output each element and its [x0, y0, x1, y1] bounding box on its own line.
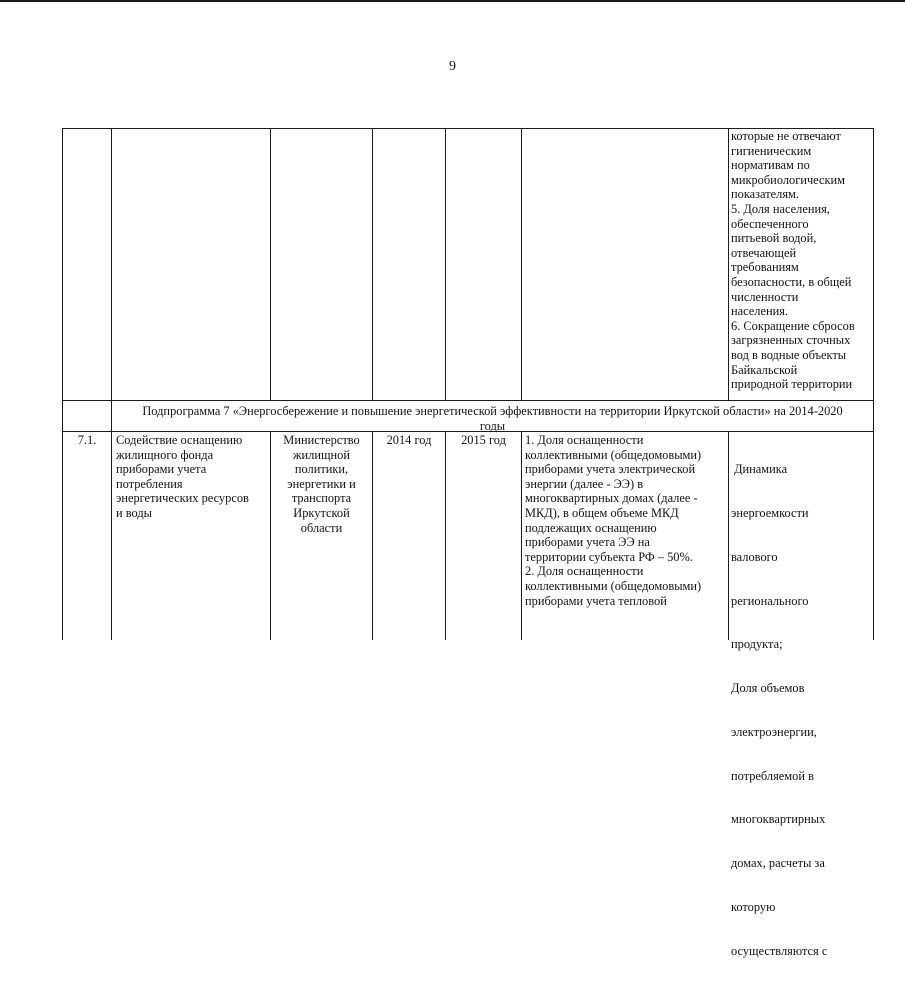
col-border-left: [62, 128, 63, 640]
row-number-cell: 7.1.: [77, 433, 97, 447]
subprogram-top-border: [62, 400, 874, 401]
col-border-5: [521, 128, 522, 400]
indicators-cell: Динамика энергоемкости валового регионального продукта; Доля объемов электроэнергии, потребляемой в многоквартирных домах, расчеты за которую осуществляются с: [731, 462, 828, 958]
end-year-cell: 2015 год: [461, 433, 506, 447]
col-border-6-lower: [728, 431, 729, 640]
col-border-5-lower: [521, 431, 522, 640]
page-top-edge: [0, 0, 905, 2]
measure-cell: Содействие оснащению жилищного фонда приборами учета потребления энергетических ресурсов и воды: [116, 433, 249, 520]
start-year-cell: 2014 год: [386, 433, 432, 447]
col-border-3-lower: [372, 431, 373, 640]
expected-results-cell: 1. Доля оснащенности коллективными (общедомовыми) приборами учета электрической энергии (далее - ЭЭ) в многоквартирных домах (далее - МКД), в общем объеме МКД подлежащих оснащению приборами учета ЭЭ на территории субъекта РФ – 50%. 2. Доля оснащенности коллективными (общедомовыми) приборами учета тепловой: [525, 433, 702, 608]
col-border-4-lower: [445, 431, 446, 640]
continuation-indicators-cell: которые не отвечают гигиеническим нормативам по микробиологическим показателям. 5. Доля населения, обеспеченного питьевой водой, отвечающей требованиям безопасности, в общей численности населения. 6. Сокращение сбросов загрязненных сточных вод в водные объекты Байкальской природной территории: [731, 129, 855, 392]
col-border-right: [873, 128, 874, 640]
subprogram-title: Подпрограмма 7 «Энергосбережение и повышение энергетической эффективности на территории Иркутской области» на 2014-2020 годы: [142, 404, 843, 433]
col-border-3: [372, 128, 373, 400]
col-border-2: [270, 128, 271, 400]
col-border-4: [445, 128, 446, 400]
page-number: 9: [449, 59, 456, 74]
col-border-6: [728, 128, 729, 400]
executor-cell: Министерство жилищной политики, энергетики и транспорта Иркутской области: [283, 433, 360, 535]
col-border-1: [111, 128, 112, 640]
